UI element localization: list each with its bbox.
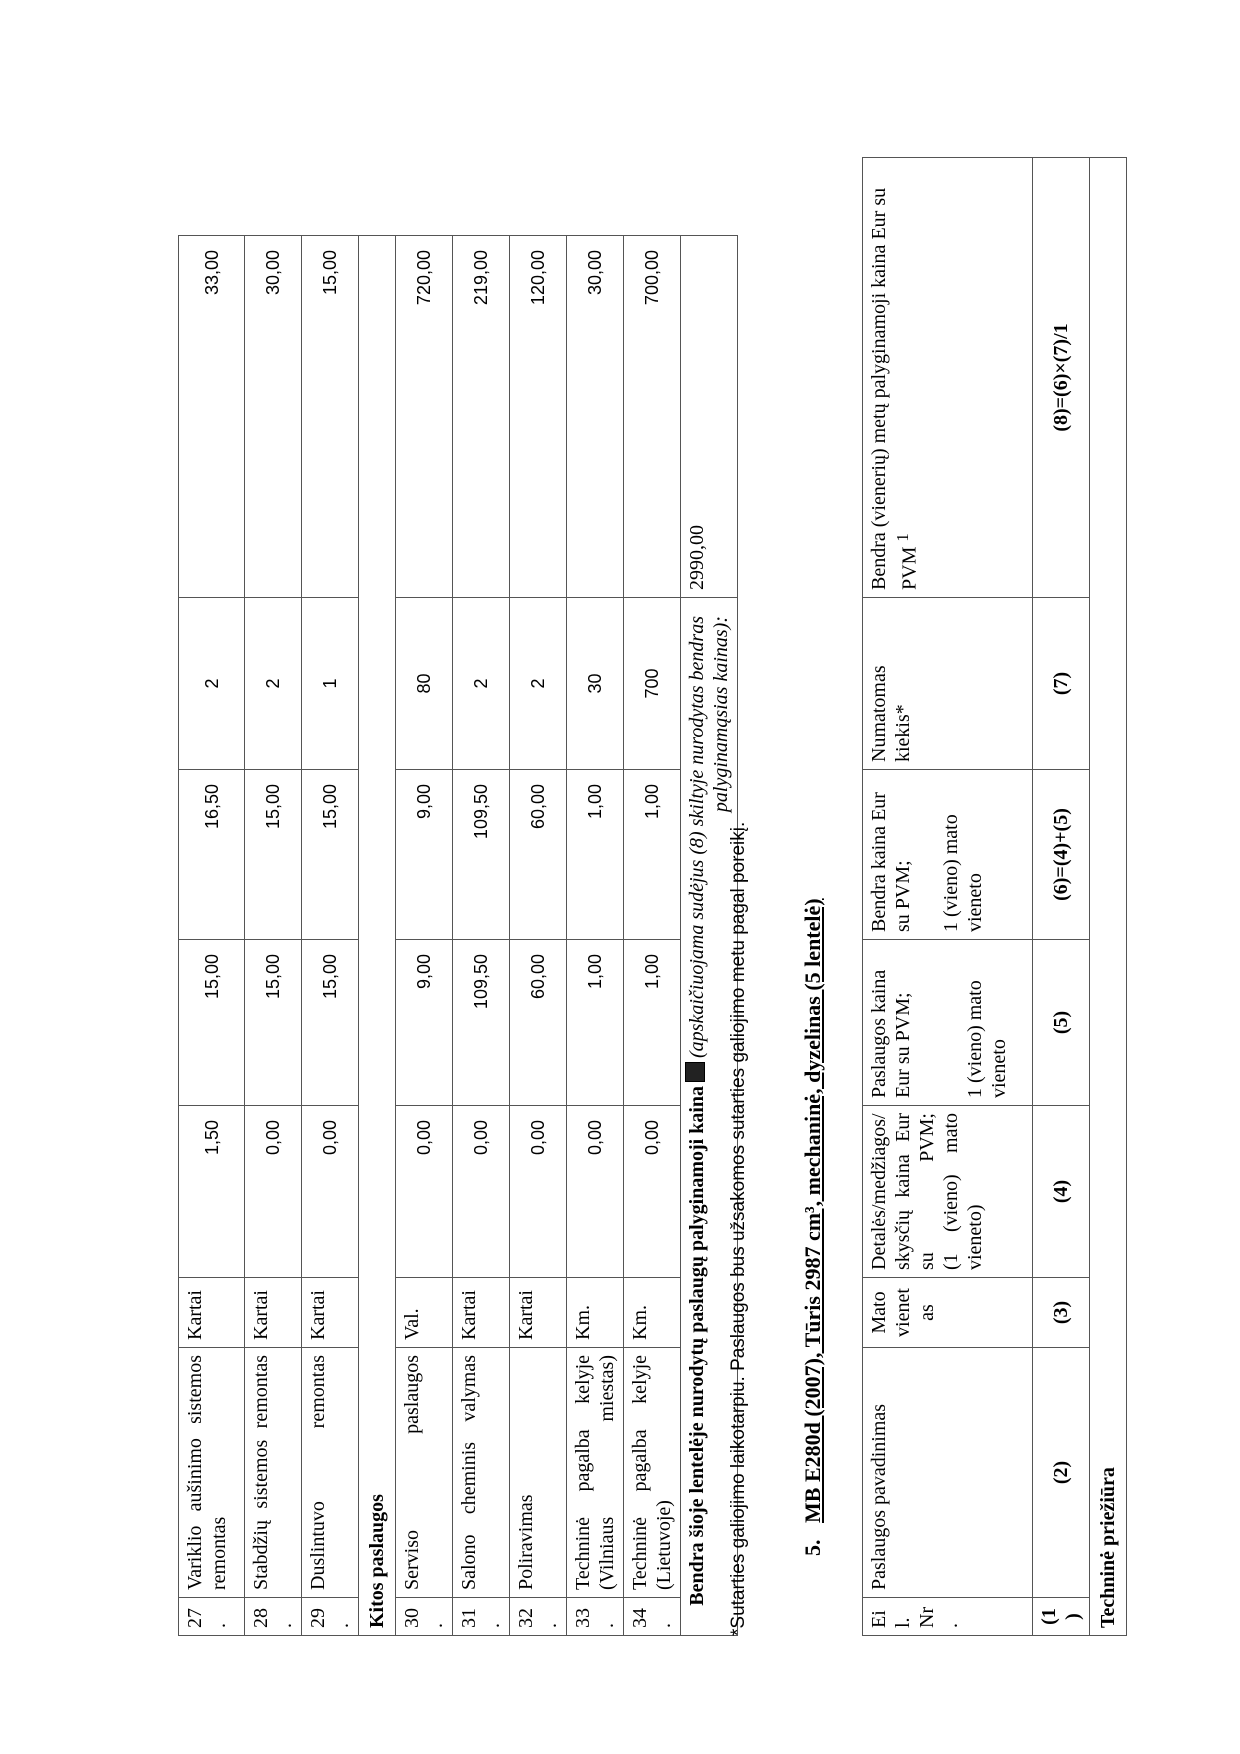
- unit: Kartai: [453, 1278, 510, 1348]
- annual-price: 30,00: [245, 236, 302, 598]
- column-number: (4): [1033, 1106, 1090, 1278]
- service-price: 15,00: [245, 940, 302, 1106]
- row-number: 30.: [396, 1598, 453, 1636]
- section-label: Techninė priežiūra: [1090, 158, 1127, 1636]
- table-5-header-row: [863, 158, 1033, 1636]
- header-cell: Paslaugos pavadinimas: [863, 1348, 1033, 1598]
- total-label: Bendra šioje lentelėje nurodytų paslaugų palyginamoji kaina: [686, 1085, 708, 1606]
- service-price: 60,00: [510, 940, 567, 1106]
- column-number: (5): [1033, 940, 1090, 1106]
- service-name: Serviso paslaugos: [396, 1348, 453, 1598]
- section-label: Kitos paslaugos: [359, 236, 396, 1636]
- parts-price: 0,00: [302, 1106, 359, 1278]
- header-cell: [863, 158, 1033, 598]
- total-price: 1,00: [624, 770, 681, 940]
- annual-price: 219,00: [453, 236, 510, 598]
- column-number: (6)=(4)+(5): [1033, 770, 1090, 940]
- annual-price: 720,00: [396, 236, 453, 598]
- service-name: Variklio aušinimo sistemos remontas: [179, 1348, 245, 1598]
- header-cell: Eil. Nr.: [863, 1598, 1033, 1636]
- table-row: [624, 236, 681, 1636]
- header-cell: [863, 940, 1033, 1106]
- quantity: 2: [245, 598, 302, 770]
- header-text: Detalės/medžiagos/skysčių kaina Eur su PVM;: [868, 1113, 938, 1270]
- unit: Kartai: [179, 1278, 245, 1348]
- header-text: Bendra kaina Eur su PVM;: [868, 792, 914, 932]
- footnote: *Sutarties galiojimo laikotarpiu. Paslaugos bus užsakomos sutarties galiojimo metu pagal poreikį.: [728, 821, 749, 1636]
- row-number: 28.: [245, 1598, 302, 1636]
- column-number: (7): [1033, 598, 1090, 770]
- quantity: 30: [567, 598, 624, 770]
- quantity: 1: [302, 598, 359, 770]
- service-name: Duslintuvo remontas: [302, 1348, 359, 1598]
- parts-price: 0,00: [567, 1106, 624, 1278]
- header-cell: [863, 1106, 1033, 1278]
- total-price: 15,00: [245, 770, 302, 940]
- table-row: [510, 236, 567, 1636]
- header-cell: [863, 770, 1033, 940]
- table-row: [453, 236, 510, 1636]
- header-text: Bendra (vienerių) metų palyginamoji kaina Eur su PVM: [868, 187, 921, 590]
- row-number: 34.: [624, 1598, 681, 1636]
- annual-price: 15,00: [302, 236, 359, 598]
- service-price: 9,00: [396, 940, 453, 1106]
- service-name: Poliravimas: [510, 1348, 567, 1598]
- table-5: [862, 157, 1127, 1636]
- service-name: Stabdžių sistemos remontas: [245, 1348, 302, 1598]
- service-price: 15,00: [302, 940, 359, 1106]
- quantity: 80: [396, 598, 453, 770]
- unit: Kartai: [510, 1278, 567, 1348]
- quantity: 700: [624, 598, 681, 770]
- total-price: 9,00: [396, 770, 453, 940]
- annual-price: 700,00: [624, 236, 681, 598]
- header-cell: Numatomas kiekis*: [863, 598, 1033, 770]
- services-table-body: [179, 236, 738, 1636]
- unit: Kartai: [302, 1278, 359, 1348]
- total-price: 60,00: [510, 770, 567, 940]
- parts-price: 0,00: [396, 1106, 453, 1278]
- service-price: 1,00: [624, 940, 681, 1106]
- quantity: 2: [179, 598, 245, 770]
- row-number: 29.: [302, 1598, 359, 1636]
- total-label-explanation: (apskaičiuojama sudėjus (8) skiltyje nurodytas bendras palyginamąsias kainas):: [686, 616, 732, 1058]
- table-row: [179, 236, 245, 1636]
- unit: Val.: [396, 1278, 453, 1348]
- total-value: 2990,00: [681, 236, 738, 598]
- header-text: Paslaugos kaina Eur su PVM;: [868, 969, 914, 1098]
- unit: Km.: [624, 1278, 681, 1348]
- table-5-column-numbers-row: [1033, 158, 1090, 1636]
- column-number: (2): [1033, 1348, 1090, 1598]
- section-heading: [800, 898, 826, 1556]
- service-name: Techninė pagalba kelyje (Lietuvoje): [624, 1348, 681, 1598]
- header-subtext: 1 (vieno) mato vieneto: [964, 980, 1010, 1098]
- column-number: (3): [1033, 1278, 1090, 1348]
- parts-price: 0,00: [453, 1106, 510, 1278]
- table-row: [245, 236, 302, 1636]
- total-price: 15,00: [302, 770, 359, 940]
- image-placeholder-icon: [685, 1062, 705, 1082]
- annual-price: 120,00: [510, 236, 567, 598]
- row-number: 27.: [179, 1598, 245, 1636]
- total-price: 16,50: [179, 770, 245, 940]
- section-row: [359, 236, 396, 1636]
- parts-price: 0,00: [245, 1106, 302, 1278]
- table-5-section-row: [1090, 158, 1127, 1636]
- row-number: 31.: [453, 1598, 510, 1636]
- heading-number: 5.: [800, 1539, 825, 1556]
- header-cell: Mato vienetas: [863, 1278, 1033, 1348]
- parts-price: 0,00: [510, 1106, 567, 1278]
- header-subtext: 1 (vieno) mato vieneto: [940, 814, 986, 932]
- total-price: 109,50: [453, 770, 510, 940]
- unit: Kartai: [245, 1278, 302, 1348]
- column-number: (8)=(6)×(7)/1: [1033, 158, 1090, 598]
- header-subtext: (1 (vieno) mato vieneto): [940, 1113, 986, 1270]
- header-superscript: 1: [893, 533, 912, 542]
- table-row: [567, 236, 624, 1636]
- quantity: 2: [453, 598, 510, 770]
- parts-price: 0,00: [624, 1106, 681, 1278]
- service-price: 15,00: [179, 940, 245, 1106]
- annual-price: 30,00: [567, 236, 624, 598]
- service-price: 109,50: [453, 940, 510, 1106]
- quantity: 2: [510, 598, 567, 770]
- table-row: [302, 236, 359, 1636]
- unit: Km.: [567, 1278, 624, 1348]
- row-number: 33.: [567, 1598, 624, 1636]
- annual-price: 33,00: [179, 236, 245, 598]
- row-number: 32.: [510, 1598, 567, 1636]
- service-name: Salono cheminis valymas: [453, 1348, 510, 1598]
- heading-title: MB E280d (2007), Tūris 2987 cm³, mechaninė, dyzelinas (5 lentelė): [800, 898, 825, 1523]
- column-number: (1): [1033, 1598, 1090, 1636]
- services-table-continued: [178, 235, 738, 1636]
- service-price: 1,00: [567, 940, 624, 1106]
- parts-price: 1,50: [179, 1106, 245, 1278]
- table-row: [396, 236, 453, 1636]
- service-name: Techninė pagalba kelyje (Vilniaus miestas): [567, 1348, 624, 1598]
- total-price: 1,00: [567, 770, 624, 940]
